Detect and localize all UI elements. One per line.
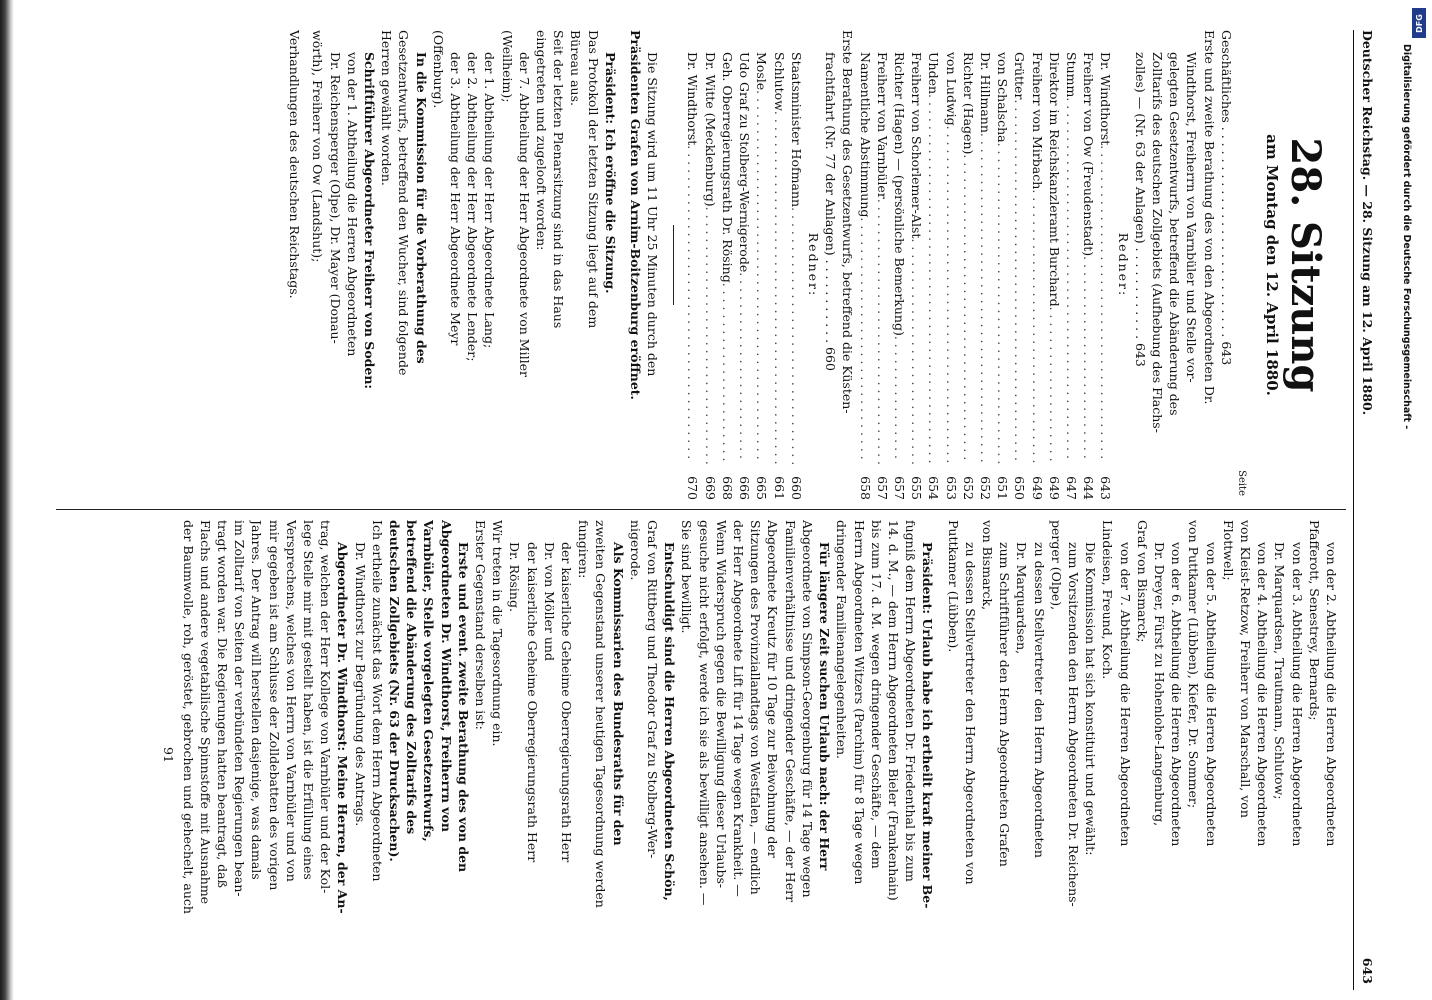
toc-line: Erste und zweite Berathung des von den Abgeordneten Dr. [1201,30,1217,405]
speaker-name: Uhden [926,52,942,95]
speaker-row [736,30,753,500]
text-line: der kaiserliche Geheime Oberregierungsrath Herr [559,542,575,863]
text-line: lege Stelle mir mit gestellt haben, ist die Erfüllung eines [301,520,317,880]
speaker-page: 653 [943,476,959,500]
leader-dots [942,126,959,464]
text-line: Jahres. Der Antrag will herstellen dasjenige, was damals [249,520,265,880]
toc-line: Zolltarifs des deutschen Zollgebiets (Aufhebung des Flachs- [1149,52,1165,433]
text-line: nigerode. [627,520,643,581]
text-line: von der 7. Abtheilung die Herren Abgeordneten [1117,542,1133,847]
speaker-row [856,30,873,500]
toc-line: frachtfahrt (Nr. 77 der Anlagen) . . . . . . . . . . . 660 [823,52,839,371]
speaker-page: 649 [1046,476,1062,500]
text-line: wörth), Freiherr von Ow (Landshut); [310,30,326,263]
section-rule [673,225,674,305]
speaker-row [960,30,977,500]
text-line: betreffend die Abänderung des Zolltarifs des [404,520,420,835]
speaker-page: 655 [909,476,925,500]
leader-dots [874,199,891,464]
text-line: Präsident: Urlaub habe ich ertheilt kraft meiner Be- [920,542,936,909]
seite-label: Seite [1235,470,1247,496]
text-line: Erster Gegenstand derselben ist: [473,520,489,730]
text-line: Abgeordneten Dr. Windthorst, Freiherrn von [438,520,454,832]
text-line: Sitzungen des Provinziallandtags von Westfalen, — endlich [748,520,764,895]
speaker-row [994,30,1011,500]
speaker-page: 668 [719,476,735,500]
session-title: 28. Sitzung [1282,137,1329,393]
speaker-row [925,30,942,500]
text-line: von Puttkamer (Lübben), Kiefer, Dr. Sommer; [1186,520,1202,809]
text-line: Für längere Zeit suchen Urlaub nach: der Herr [817,542,833,871]
text-line: Schriftführer Abgeordneter Freiherr von Soden: [362,52,378,390]
running-header [1353,30,1380,990]
text-line: Herren gewählt worden. [379,30,395,186]
text-line: Präsidenten Grafen von Arnim-Boitzenburg eröffnet. [628,30,644,400]
speaker-page: 661 [771,476,787,500]
text-line: Graf von Bismarck; [1134,520,1150,643]
speaker-name: von Schalscha [995,52,1011,143]
speaker-row [908,30,925,500]
toc-second-item [822,30,856,500]
text-line: Gesetzentwurfs, betreffend den Wucher, sind folgende [396,30,412,376]
toc-intro [1132,30,1235,500]
speaker-row [788,30,805,500]
text-line: im Zolltarif von Seiten der verbündeten Regierungen bean- [232,520,248,897]
toc-line: zolles) — (Nr. 63 der Anlagen) . . . . . . . . . . . . 643 [1132,52,1148,367]
text-line: Dr. Marquardsen, Trautmann, Schlutow; [1272,542,1288,800]
speaker-list [856,30,1114,500]
dfg-logo: DFG [1412,8,1426,38]
speaker-row [1046,30,1063,500]
text-line: trag, welchen der Herr Kollege von Varnbüler und der Kol- [318,520,334,894]
text-line: Sie sind bewilligt. [679,520,695,634]
right-column [50,520,1340,990]
text-line: Die Sitzung wird um 11 Uhr 25 Minuten durch den [645,52,661,377]
speaker-page: 654 [926,476,942,500]
text-line: Als Kommissarien des Bundesraths für den [610,542,626,846]
speaker-name: Richter (Hagen) [960,52,976,155]
text-line: Ich ertheile zunächst das Wort dem Herrn Abgeordneten [369,520,385,882]
speaker-page: 665 [754,476,770,500]
speaker-row [942,30,959,500]
text-line: von der 5. Abtheilung die Herren Abgeordneten [1203,542,1219,847]
speaker-name: Namentliche Abstimmung [857,52,873,218]
speaker-name: Freiherr von Schorlemer-Alst [909,52,925,239]
speaker-row [684,30,701,500]
text-line: (Weilheim); [499,30,515,103]
speaker-page: 652 [960,476,976,500]
speaker-name: Freiherr von Varnbüler [874,52,890,199]
text-line: Abgeordnete Kreutz für 10 Tage zur Beiwohnung der [765,520,781,858]
text-line: Dr. von Möller und [541,542,557,661]
toc-line: gelegten Gesetzentwurfs, betreffend die Abänderung des [1167,52,1183,416]
leader-dots [960,154,977,464]
text-line: der kaiserliche Geheime Oberregierungsrath Herr [524,542,540,863]
text-line: Abgeordnete von Simpson-Georgenburg für 14 Tage wegen [799,520,815,898]
speaker-name: Freiherr von Ow (Freudenstadt) [1081,52,1097,257]
speaker-name: Schlutow [771,52,787,111]
speaker-row [1080,30,1097,500]
text-line: von der 3. Abtheilung die Herren Abgeordneten [1289,542,1305,847]
leader-dots [908,238,925,464]
text-line: Dr. Marquardsen, [1014,542,1030,655]
leader-dots [994,143,1011,464]
publication-footer: Verhandlungen des deutschen Reichstags. [287,30,303,299]
speaker-row [1028,30,1045,500]
text-line: Abgeordneter Dr. Windthorst: Meine Herren, der An- [335,542,351,914]
speaker-page: 649 [1029,476,1045,500]
leader-dots [891,336,908,464]
text-line: eingetreten und zugelooft worden: [534,30,550,251]
speaker-list-2 [684,30,804,500]
text-line: Herrn Abgeordneten Witzers (Parchim) für 8 Tage wegen [851,520,867,885]
speaker-row [753,30,770,500]
leader-dots [788,207,805,464]
text-line: der Herr Abgeordnete Lift für 14 Tage wegen Krankheit. — [731,520,747,897]
text-line: Dr. Reichensperger (Olpe), Dr. Mayer (Donau- [327,52,343,344]
speaker-name: Dr. Windthorst [685,52,701,146]
text-line: von der 6. Abtheilung die Herren Abgeordneten [1169,542,1185,847]
commission-list [944,520,1340,990]
speaker-name: Geh. Oberregierungsrath Dr. Rösing [719,52,735,283]
leader-dots [1080,256,1097,464]
header-page-number: 643 [1360,957,1375,984]
speaker-row [1063,30,1080,500]
text-line: In die Kommission für die Vorberathung des [413,52,429,364]
text-line: der Baumwolle, roh, geröstet, gebrochen und gehechelt, auch [180,520,196,914]
text-line: Seit der letzten Plenarsitzung sind in das Haus [551,30,567,329]
text-line: der 1. Abtheilung der Herr Abgeordnete Lang; [482,52,498,349]
text-line: von Kleist-Retzow, Freiherr von Marschall, von [1237,520,1253,818]
text-line: zu dessen Stellvertreter den Herrn Abgeordneten von [962,542,978,885]
text-line: Dr. Windthorst zur Begründung des Antrags. [352,542,368,827]
text-line: Die Kommission hat sich konstituirt und gewählt: [1083,542,1099,856]
leader-dots [702,207,719,464]
opening-paragraph [627,30,661,500]
text-line: von Bismarck, [979,520,995,611]
speaker-row [977,30,994,500]
speaker-name: Freiherr von Mirbach [1029,52,1045,190]
text-line: Entschuldigt sind die Herren Abgeordneten Schön, [662,542,678,901]
leader-dots [736,272,753,464]
text-line: zum Vorsitzenden den Herrn Abgeordneten Dr. Reichens- [1065,542,1081,907]
leader-dots [977,133,994,464]
text-line: zum Schriftführer den Herrn Abgeordneten Grafen [997,542,1013,867]
text-line: Wir treten in die Tagesordnung ein. [490,520,506,747]
speaker-page: 651 [995,476,1011,500]
leader-dots [1011,99,1028,464]
binding-shadow [0,0,14,1000]
speaker-name: Staatsminister Hofmann [788,52,804,208]
text-line: 14. d. M., — dem Herrn Abgeordneten Bieler (Frankenhain) [885,520,901,901]
leader-dots [1028,189,1045,464]
scanned-page [30,30,1380,990]
text-line: von der 2. Abtheilung die Herren Abgeordneten [1324,542,1339,847]
speaker-row [1097,30,1114,500]
text-line: von der 1. Abtheilung die Herren Abgeordneten [344,52,360,357]
text-line: der 3. Abtheilung der Herr Abgeordnete Meyr [448,52,464,346]
header-title: Deutscher Reichstag. — 28. Sitzung am 12. April 1880. [1360,30,1375,416]
text-line: Puttkamer (Lübben). [945,520,961,653]
speaker-name: Mosle [754,52,770,91]
speaker-page: 657 [874,476,890,500]
sheet-marker: 91 [161,747,177,763]
speaker-row [770,30,787,500]
text-line: Dr. Rösing. [507,542,523,612]
speaker-name: Direktor im Reichskanzleramt Burchard [1046,52,1062,307]
text-line: zu dessen Stellvertreter den Herrn Abgeordneten [1031,542,1047,858]
speaker-name: Grütter [1012,52,1028,100]
toc-line: Windthorst, Freiherrn von Varnbüler und Stelle vor- [1184,52,1200,383]
credit-text: Digitalisierung gefördert durch die Deutsche Forschungsgemeinschaft - [1401,44,1412,430]
speaker-page: 652 [977,476,993,500]
speaker-name: von Ludwig [943,52,959,126]
redner-label: Redner: [1115,232,1131,298]
column-divider [56,509,1346,510]
speaker-page: 650 [1012,476,1028,500]
speaker-name: Udo Graf zu Stolberg-Wernigerode [737,52,753,273]
speaker-row [702,30,719,500]
leader-dots [925,94,942,464]
text-line: Graf von Rittberg und Theodor Graf zu Stolberg-Wer- [645,520,661,859]
text-line: zweiten Gegenstand unserer heutigen Tagesordnung werden [593,520,609,908]
speaker-row [1011,30,1028,500]
speaker-row [874,30,891,500]
text-line: Versprechens, welches von Herrn von Varnbüler und von [283,520,299,882]
leader-dots [1063,97,1080,464]
text-line: gesuche nicht erfolgt, werde ich sie als bewilligt ansehen. — [696,520,712,906]
speaker-page: 657 [891,476,907,500]
leader-dots [1046,307,1063,464]
speaker-row [891,30,908,500]
text-line: deutschen Zollgebiets (Nr. 63 der Drucksachen). [387,520,403,862]
speaker-page: 658 [857,476,873,500]
text-line: Pfafferott, Senestrey, Bernards; [1306,520,1322,721]
text-line: perger (Olpe), [1048,520,1064,611]
speaker-page: 670 [685,476,701,500]
speaker-name: Richter (Hagen) — (persönliche Bemerkung) [891,52,907,336]
text-line: von der 4. Abtheilung die Herren Abgeordneten [1255,542,1271,847]
text-line: Lindeisen, Freund, Koch. [1100,520,1116,680]
session-date: am Montag den 12. April 1880. [1263,134,1281,396]
leader-dots [856,217,873,464]
text-line: Familienverhältnisse und dringender Geschäfte, — der Herr [782,520,798,903]
text-line: der 7. Abtheilung der Herr Abgeordnete von Miller [516,52,532,377]
text-line: Wenn Widerspruch gegen die Bewilligung dieser Urlaubs- [713,520,729,889]
speaker-page: 647 [1063,476,1079,500]
text-line: dringender Familienangelegenheiten. [834,520,850,760]
left-body-text [309,30,619,500]
speaker-name: Dr. Witte (Mecklenburg) [702,52,718,207]
speaker-page: 643 [1098,476,1114,500]
speaker-name: Stumm [1063,52,1079,98]
left-column [50,30,1340,500]
text-line: fugniß dem Herrn Abgeordneten Dr. Friedenthal bis zum [903,520,919,882]
text-line: Varnbüler, Stelle vorgelegten Gesetzentwurfs, [421,520,437,842]
leader-dots [719,283,736,464]
text-line: Präsident: Ich eröffne die Sitzung. [602,52,618,294]
toc-line: Erste Berathung des Gesetzentwurfs, betreffend die Küsten- [840,30,856,414]
text-line: (Offenburg). [430,30,446,109]
text-line: Erste und event. zweite Berathung des von den [455,542,471,873]
text-line: fungiren: [576,520,592,579]
text-line: bis zum 17. d. M. wegen dringender Geschäfte, — dem [868,520,884,869]
text-line: Dr. Dreyer, Fürst zu Hohenlohe-Langenburg, [1151,542,1167,827]
text-line: Flottwell; [1220,520,1236,581]
text-line: mir gegeben ist am Schlusse der Zolldebatten des vorigen [266,520,282,891]
speaker-page: 669 [702,476,718,500]
text-line: der 2. Abtheilung der Herr Abgeordnete Lender; [465,52,481,362]
text-line: tragt worden war. Die Regierungen hatten beantragt, daß [215,520,230,888]
speaker-page: 666 [737,476,753,500]
text-line: Büreau aus. [568,30,584,106]
speaker-page: 644 [1081,476,1097,500]
leader-dots [1097,145,1114,464]
text-line: Flachs und andere vegetabilische Spinnstoffe mit Ausnahme [197,520,213,905]
speaker-row [719,30,736,500]
leader-dots [753,90,770,464]
speaker-name: Dr. Hillmann [977,52,993,133]
text-line: Das Protokoll der letzten Sitzung liegt auf dem [585,30,601,329]
leader-dots [684,145,701,464]
redner-label-2: Redner: [805,232,821,298]
speaker-page: 660 [788,476,804,500]
toc-line: Geschäftliches . . . . . . . . . . . . . . . . . . . . . . . . . . . 643 [1218,30,1234,366]
speaker-name: Dr. Windthorst [1098,52,1114,146]
leader-dots [770,111,787,464]
digitization-credit [1400,4,1432,996]
right-body-text [179,520,936,990]
